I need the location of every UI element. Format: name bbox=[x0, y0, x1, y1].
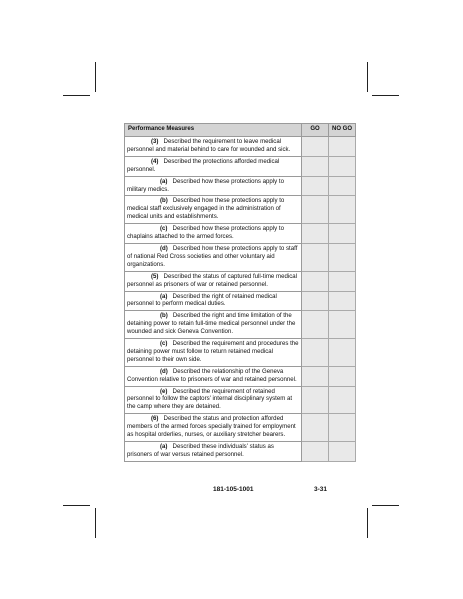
no-go-cell[interactable] bbox=[329, 156, 356, 176]
crop-mark-bottom-right-vertical bbox=[367, 508, 368, 538]
measure-cell bbox=[125, 176, 302, 196]
table-row bbox=[125, 196, 356, 224]
measure-marker: (a) bbox=[160, 443, 168, 450]
no-go-cell[interactable] bbox=[329, 224, 356, 244]
measure-marker: (d) bbox=[160, 367, 168, 375]
measure-text-block bbox=[127, 443, 299, 459]
measure-text-block bbox=[127, 340, 299, 364]
measure-text: Described the right of retained medical personnel to perform medical duties. bbox=[127, 292, 277, 308]
header-no-go: NO GO bbox=[329, 124, 356, 137]
measure-marker: (c) bbox=[160, 340, 168, 348]
measure-cell bbox=[125, 311, 302, 339]
table-row bbox=[125, 414, 356, 442]
measure-text-block bbox=[127, 388, 299, 412]
measure-text-block bbox=[127, 178, 299, 194]
measure-text-block bbox=[127, 245, 299, 269]
no-go-cell[interactable] bbox=[329, 366, 356, 386]
no-go-cell[interactable] bbox=[329, 414, 356, 442]
measure-cell bbox=[125, 271, 302, 291]
no-go-cell[interactable] bbox=[329, 311, 356, 339]
measure-text-block bbox=[127, 368, 299, 384]
measure-text-block bbox=[127, 293, 299, 309]
go-cell[interactable] bbox=[302, 243, 329, 271]
no-go-cell[interactable] bbox=[329, 176, 356, 196]
table-row bbox=[125, 243, 356, 271]
go-cell[interactable] bbox=[302, 414, 329, 442]
table-row bbox=[125, 156, 356, 176]
measure-marker: (a) bbox=[160, 292, 168, 300]
go-cell[interactable] bbox=[302, 311, 329, 339]
measure-cell bbox=[125, 291, 302, 311]
measure-marker: (4) bbox=[151, 157, 159, 165]
measure-text-block bbox=[127, 138, 299, 154]
table-row bbox=[125, 311, 356, 339]
no-go-cell[interactable] bbox=[329, 291, 356, 311]
measure-text: Described the status of captured full-time medical personnel as prisoners of war or retained personnel. bbox=[127, 272, 297, 288]
measure-text: Described the status and protection afforded members of the armed forces specially trained for employment as hospital orderlies, nurses, or auxiliary stretcher bearers. bbox=[127, 415, 296, 439]
no-go-cell[interactable] bbox=[329, 271, 356, 291]
no-go-cell[interactable] bbox=[329, 137, 356, 157]
go-cell[interactable] bbox=[302, 224, 329, 244]
table-row bbox=[125, 176, 356, 196]
performance-measures-table bbox=[124, 123, 356, 462]
measure-text: Described how these protections apply to staff of national Red Cross societies and other voluntary aid organizations. bbox=[127, 244, 298, 268]
page-number: 3-31 bbox=[314, 486, 328, 493]
measure-cell bbox=[125, 442, 302, 462]
measure-text: Described the protections afforded medical personnel. bbox=[127, 157, 280, 173]
no-go-cell[interactable] bbox=[329, 442, 356, 462]
measure-text: Described how these protections apply to medical staff exclusively engaged in the administration of medical units and establishments. bbox=[127, 197, 285, 221]
measure-cell bbox=[125, 137, 302, 157]
table-row bbox=[125, 339, 356, 367]
document-number: 181-105-1001 bbox=[213, 486, 254, 493]
measure-text-block bbox=[127, 197, 299, 221]
crop-mark-top-right-vertical bbox=[367, 62, 368, 92]
go-cell[interactable] bbox=[302, 386, 329, 414]
go-cell[interactable] bbox=[302, 366, 329, 386]
measure-text-block bbox=[127, 415, 299, 439]
measure-text-block bbox=[127, 158, 299, 174]
no-go-cell[interactable] bbox=[329, 196, 356, 224]
measure-marker: (6) bbox=[151, 415, 159, 423]
measure-text: Described the requirement of retained personnel to follow the captors' internal disciplinary system at the camp where they are detained. bbox=[127, 387, 293, 411]
measure-text: Described these individuals' status as prisoners of war versus retained personnel. bbox=[127, 443, 274, 458]
table-row bbox=[125, 224, 356, 244]
measure-text: Described the requirement and procedures the detaining power must follow to return retained medical personnel to their own side. bbox=[127, 340, 299, 363]
measure-text: Described how these protections apply to chaplains attached to the armed forces. bbox=[127, 225, 284, 241]
measure-text: Described the right and time limitation of the detaining power to retain full-time medical personnel under the wounded and sick Geneva Convention. bbox=[127, 312, 296, 336]
measure-marker: (c) bbox=[160, 225, 168, 233]
go-cell[interactable] bbox=[302, 156, 329, 176]
measure-cell bbox=[125, 224, 302, 244]
crop-mark-top-left-horizontal bbox=[63, 95, 90, 96]
measure-marker: (5) bbox=[151, 272, 159, 280]
table-row bbox=[125, 386, 356, 414]
measure-marker: (3) bbox=[151, 138, 159, 145]
measure-marker: (e) bbox=[160, 387, 168, 395]
measure-cell bbox=[125, 414, 302, 442]
crop-mark-top-right-horizontal bbox=[372, 95, 399, 96]
no-go-cell[interactable] bbox=[329, 243, 356, 271]
go-cell[interactable] bbox=[302, 291, 329, 311]
measure-text-block bbox=[127, 273, 299, 289]
table-row bbox=[125, 271, 356, 291]
table-row bbox=[125, 291, 356, 311]
measure-cell bbox=[125, 243, 302, 271]
crop-mark-bottom-left-vertical bbox=[95, 508, 96, 538]
measure-marker: (b) bbox=[160, 197, 168, 205]
header-performance-measures: Performance Measures bbox=[125, 124, 302, 137]
measure-marker: (b) bbox=[160, 312, 168, 320]
measure-text-block bbox=[127, 312, 299, 336]
measure-marker: (d) bbox=[160, 244, 168, 252]
measure-cell bbox=[125, 386, 302, 414]
no-go-cell[interactable] bbox=[329, 386, 356, 414]
go-cell[interactable] bbox=[302, 176, 329, 196]
table-row bbox=[125, 366, 356, 386]
table-header-row bbox=[125, 124, 356, 137]
table-row bbox=[125, 442, 356, 462]
crop-mark-bottom-right-horizontal bbox=[372, 505, 399, 506]
crop-mark-bottom-left-horizontal bbox=[63, 505, 90, 506]
measure-marker: (a) bbox=[160, 177, 168, 185]
go-cell[interactable] bbox=[302, 339, 329, 367]
measure-text-block bbox=[127, 225, 299, 241]
go-cell[interactable] bbox=[302, 137, 329, 157]
table-row bbox=[125, 137, 356, 157]
measure-cell bbox=[125, 366, 302, 386]
measure-cell bbox=[125, 156, 302, 176]
go-cell[interactable] bbox=[302, 271, 329, 291]
header-go: GO bbox=[302, 124, 329, 137]
go-cell[interactable] bbox=[302, 196, 329, 224]
measure-cell bbox=[125, 339, 302, 367]
go-cell[interactable] bbox=[302, 442, 329, 462]
measure-text: Described the relationship of the Geneva Convention relative to prisoners of war and retained personnel. bbox=[127, 367, 297, 383]
measure-text: Described how these protections apply to military medics. bbox=[127, 177, 284, 193]
no-go-cell[interactable] bbox=[329, 339, 356, 367]
measure-cell bbox=[125, 196, 302, 224]
crop-mark-top-left-vertical bbox=[95, 62, 96, 92]
measure-text: Described the requirement to leave medical personnel and material behind to care for wounded and sick. bbox=[127, 138, 291, 153]
